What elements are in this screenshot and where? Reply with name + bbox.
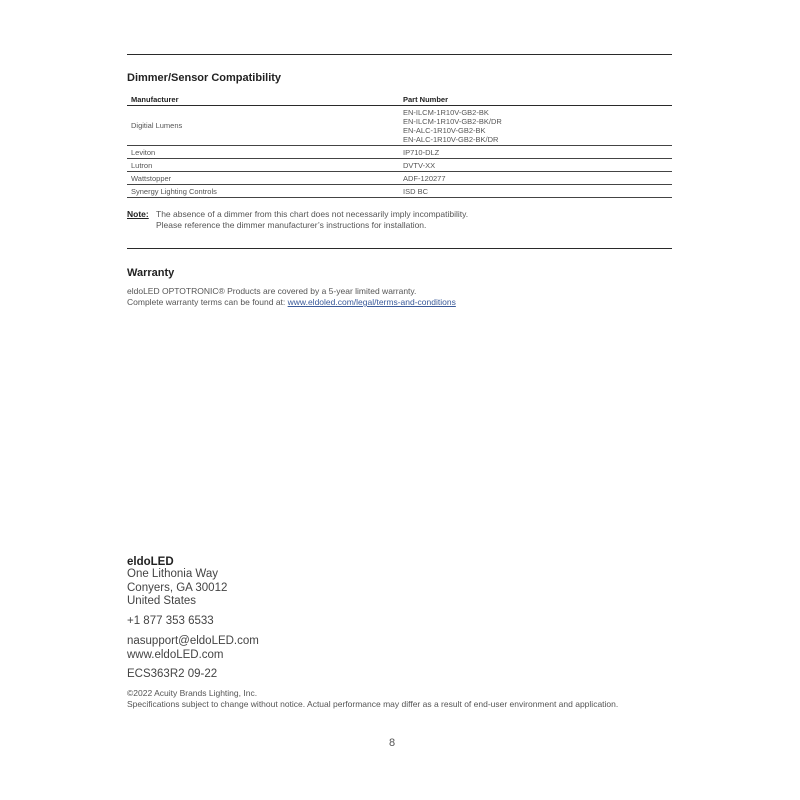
- compatibility-note: [127, 209, 468, 231]
- column-header-part-number: Part Number: [399, 93, 672, 106]
- manufacturer-cell: Digitial Lumens: [127, 106, 399, 146]
- legal-footer: [127, 688, 618, 710]
- part-number-cell: IP710-DLZ: [399, 146, 672, 159]
- section-divider: [127, 248, 672, 249]
- table-row: [127, 185, 672, 198]
- part-number: EN-ILCM-1R10V-GB2-BK: [403, 107, 489, 117]
- table-row: [127, 159, 672, 172]
- company-address: [127, 568, 227, 609]
- manufacturer-cell: Wattstopper: [127, 172, 399, 185]
- note-text-line1: The absence of a dimmer from this chart does not necessarily imply incompatibility.: [156, 209, 469, 219]
- part-number-cell: ISD BC: [399, 185, 672, 198]
- manufacturer-cell: Lutron: [127, 159, 399, 172]
- table-row: [127, 146, 672, 159]
- note-text-line2: Please reference the dimmer manufacturer’s instructions for installation.: [156, 220, 427, 230]
- warranty-line2: Complete warranty terms can be found at:: [127, 297, 288, 307]
- disclaimer: Specifications subject to change without notice. Actual performance may differ as a result of end-user environment and application.: [127, 699, 619, 709]
- document-number: ECS363R2 09-22: [127, 668, 218, 680]
- column-header-manufacturer: Manufacturer: [127, 93, 399, 106]
- support-email: nasupport@eldoLED.com: [127, 635, 259, 647]
- address-line: United States: [127, 595, 197, 607]
- table-row: [127, 172, 672, 185]
- compatibility-table: [127, 93, 672, 198]
- warranty-text: [127, 286, 456, 308]
- part-number: EN-ALC-1R10V-GB2-BK/DR: [403, 134, 499, 144]
- part-number-cell: ADF-120277: [399, 172, 672, 185]
- part-number-cell: [399, 106, 672, 146]
- note-label: Note:: [127, 209, 149, 219]
- warranty-heading: Warranty: [127, 267, 175, 279]
- warranty-line1: eldoLED OPTOTRONIC® Products are covered by a 5-year limited warranty.: [127, 286, 417, 296]
- manufacturer-cell: Leviton: [127, 146, 399, 159]
- compatibility-heading: Dimmer/Sensor Compatibility: [127, 72, 282, 84]
- contact-info: [127, 635, 259, 662]
- warranty-terms-link[interactable]: www.eldoled.com/legal/terms-and-conditions: [287, 297, 456, 307]
- manufacturer-cell: Synergy Lighting Controls: [127, 185, 399, 198]
- address-line: Conyers, GA 30012: [127, 581, 228, 594]
- phone-number: +1 877 353 6533: [127, 615, 214, 627]
- company-name: eldoLED: [127, 556, 174, 568]
- table-row: [127, 106, 672, 146]
- copyright: ©2022 Acuity Brands Lighting, Inc.: [127, 688, 258, 698]
- address-line: One Lithonia Way: [127, 568, 218, 580]
- part-number-cell: DVTV-XX: [399, 159, 672, 172]
- top-divider: [127, 54, 672, 55]
- part-number: EN-ALC-1R10V-GB2-BK: [403, 125, 486, 135]
- page-number: 8: [388, 737, 396, 749]
- part-number: EN-ILCM-1R10V-GB2-BK/DR: [403, 116, 502, 126]
- website: www.eldoLED.com: [127, 648, 224, 661]
